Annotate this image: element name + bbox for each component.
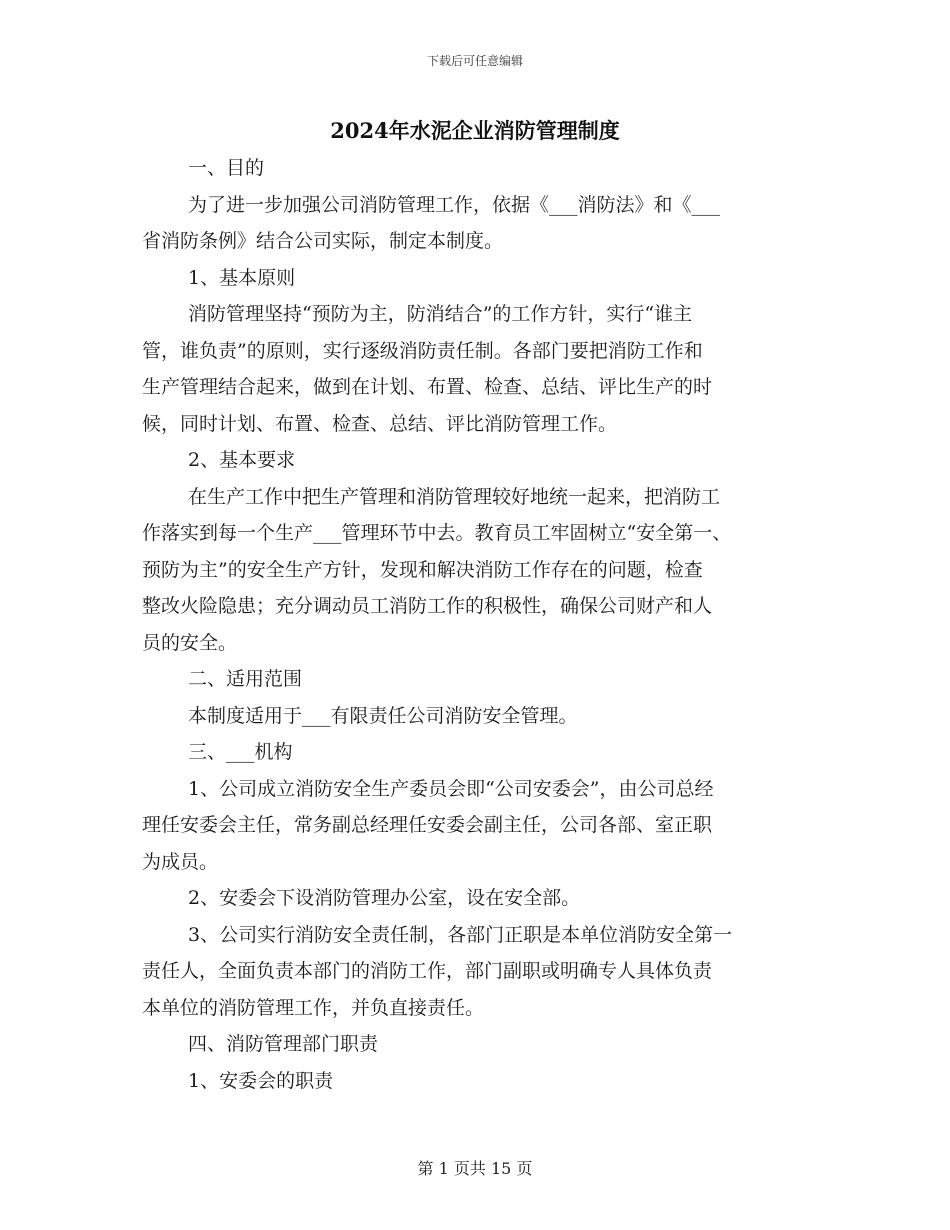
document-title: 2024年水泥企业消防管理制度 <box>330 118 620 143</box>
paragraph-line: 责任人，全面负责本部门的消防工作，部门副职或明确专人具体负责 <box>142 960 713 982</box>
paragraph-line: 整改火险隐患；充分调动员工消防工作的积极性，确保公司财产和人 <box>142 595 713 617</box>
subheading-committee-duties: 1、安委会的职责 <box>188 1069 334 1092</box>
paragraph-line: 本单位的消防管理工作，并负直接责任。 <box>142 996 485 1019</box>
paragraph-line: 3、公司实行消防安全责任制，各部门正职是本单位消防安全第一 <box>188 923 733 946</box>
paragraph-line: 管，谁负责”的原则，实行逐级消防责任制。各部门要把消防工作和 <box>142 339 703 362</box>
heading-organization: 三、___机构 <box>188 741 293 763</box>
paragraph-line: 候，同时计划、布置、检查、总结、评比消防管理工作。 <box>142 412 618 435</box>
heading-purpose: 一、目的 <box>188 157 265 179</box>
page-footer: 第 1 页共 15 页 <box>417 1159 533 1178</box>
heading-scope: 二、适用范围 <box>188 668 303 690</box>
paragraph-line: 为了进一步加强公司消防管理工作，依据《___消防法》和《___ <box>188 193 721 216</box>
paragraph-line: 预防为主”的安全生产方针，发现和解决消防工作存在的问题，检查 <box>142 558 703 581</box>
paragraph-line: 本制度适用于___有限责任公司消防安全管理。 <box>188 704 578 727</box>
heading-duties: 四、消防管理部门职责 <box>188 1033 379 1055</box>
document-body <box>142 150 822 1099</box>
paragraph-line: 为成员。 <box>142 850 219 873</box>
paragraph-line: 作落实到每一个生产___管理环节中去。教育员工牢固树立“安全第一、 <box>142 522 732 544</box>
paragraph-line: 理任安委会主任，常务副总经理任安委会副主任，公司各部、室正职 <box>142 814 713 836</box>
paragraph-line: 消防管理坚持“预防为主，防消结合”的工作方针，实行“谁主 <box>188 303 693 325</box>
paragraph-line: 省消防条例》结合公司实际，制定本制度。 <box>142 230 504 252</box>
paragraph-line: 1、公司成立消防安全生产委员会即“公司安委会”，由公司总经 <box>188 777 714 800</box>
page-header-note: 下载后可任意编辑 <box>426 54 523 68</box>
subheading-requirements: 2、基本要求 <box>188 449 296 471</box>
paragraph-line: 2、安委会下设消防管理办公室，设在安全部。 <box>188 887 581 909</box>
paragraph-line: 在生产工作中把生产管理和消防管理较好地统一起来，把消防工 <box>188 485 721 508</box>
paragraph-line: 生产管理结合起来，做到在计划、布置、检查、总结、评比生产的时 <box>142 376 713 398</box>
paragraph-line: 员的安全。 <box>142 631 238 654</box>
subheading-principles: 1、基本原则 <box>188 266 296 289</box>
